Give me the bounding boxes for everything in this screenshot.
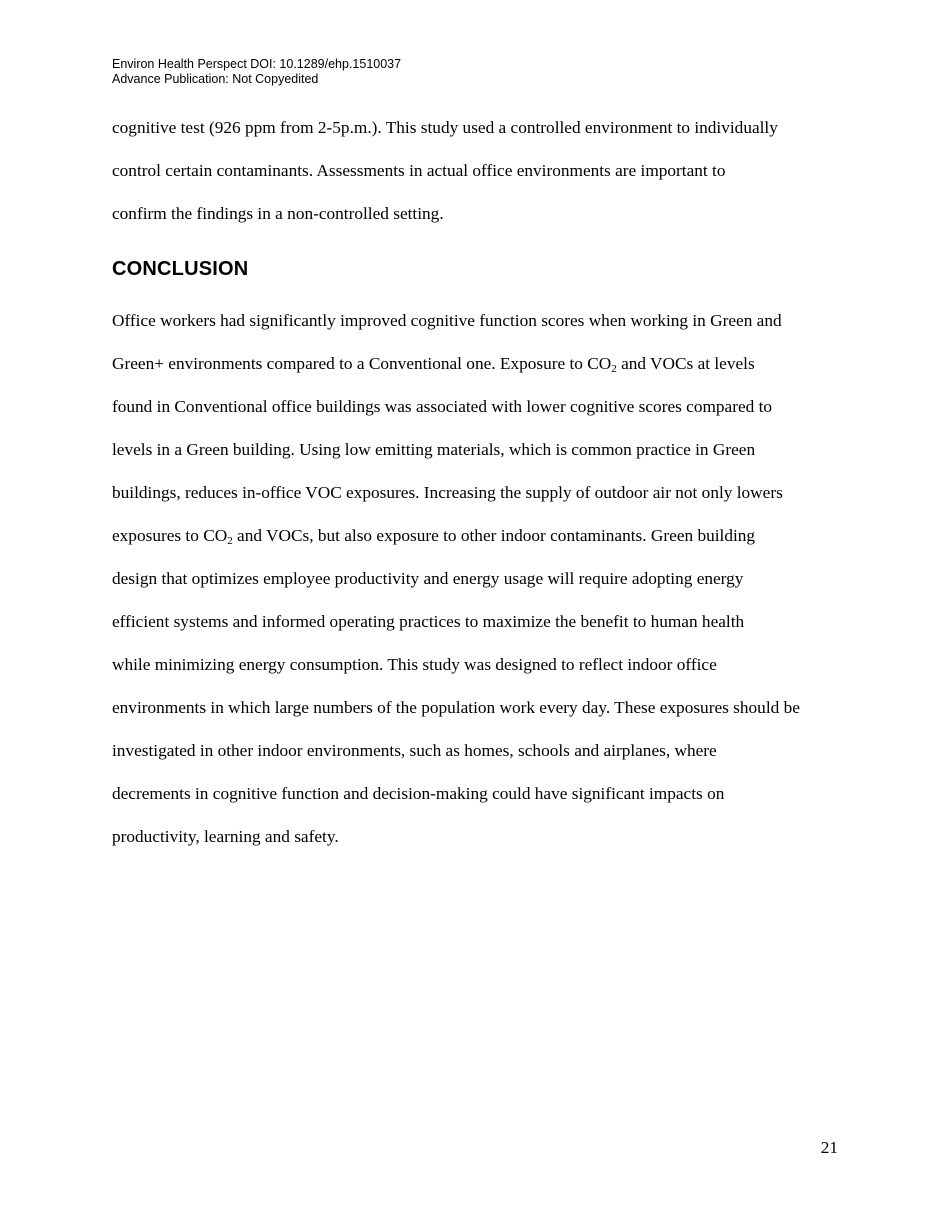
text-line: design that optimizes employee productivity and energy usage will require adopting energy [112, 569, 744, 588]
text-segment: Green+ environments compared to a Conventional one. Exposure to CO [112, 354, 612, 373]
text-segment: exposures to CO [112, 526, 228, 545]
paragraph-continued [112, 106, 852, 235]
text-segment: and VOCs, but also exposure to other indoor contaminants. Green building [232, 526, 756, 545]
text-line: efficient systems and informed operating practices to maximize the benefit to human health [112, 612, 745, 631]
text-line: environments in which large numbers of the population work every day. These exposures should be [112, 698, 800, 717]
text-line: buildings, reduces in-office VOC exposures. Increasing the supply of outdoor air not only lowers [112, 483, 783, 502]
text-line: productivity, learning and safety. [112, 827, 339, 846]
journal-doi-line: Environ Health Perspect DOI: 10.1289/ehp.1510037 [112, 57, 402, 71]
conclusion-paragraph [112, 299, 852, 858]
text-line [112, 342, 852, 385]
text-line: while minimizing energy consumption. This study was designed to reflect indoor office [112, 655, 717, 674]
text-line: Office workers had significantly improved cognitive function scores when working in Green and [112, 311, 782, 330]
subscript: 2 [611, 363, 617, 375]
publication-status-line: Advance Publication: Not Copyedited [112, 72, 319, 86]
text-line: found in Conventional office buildings was associated with lower cognitive scores compared to [112, 397, 773, 416]
section-heading: CONCLUSION [112, 258, 249, 280]
text-line [112, 514, 852, 557]
text-line: decrements in cognitive function and decision-making could have significant impacts on [112, 784, 725, 803]
running-header [112, 57, 401, 87]
text-line: investigated in other indoor environments, such as homes, schools and airplanes, where [112, 741, 717, 760]
text-line: control certain contaminants. Assessments in actual office environments are important to [112, 161, 726, 180]
text-line: confirm the findings in a non-controlled setting. [112, 204, 444, 223]
text-segment: and VOCs at levels [616, 354, 755, 373]
page-number: 21 [820, 1138, 838, 1157]
text-line: levels in a Green building. Using low emitting materials, which is common practice in Green [112, 440, 756, 459]
text-line: cognitive test (926 ppm from 2-5p.m.). This study used a controlled environment to individually [112, 118, 778, 137]
subscript: 2 [227, 535, 233, 547]
